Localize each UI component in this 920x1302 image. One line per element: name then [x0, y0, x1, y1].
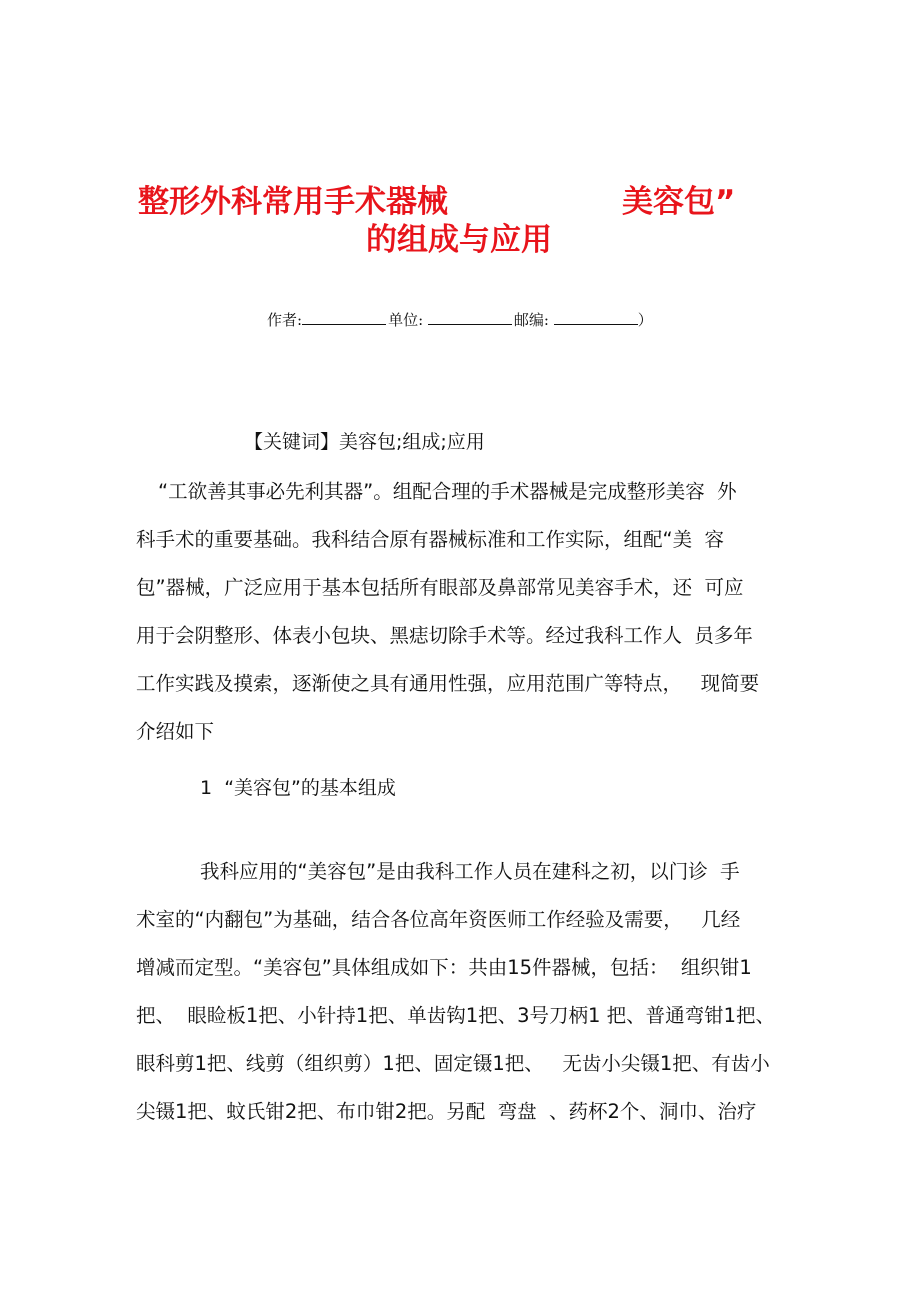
close-paren: ）	[637, 311, 653, 329]
section-line: 我科应用的“美容包”是由我科工作人员在建科之初，以门诊 手	[200, 860, 740, 883]
section-title: “美容包”的基本组成	[224, 777, 396, 799]
section-line: 尖镊1把、蚊氏钳2把、布巾钳2把。另配 弯盘 、药杯2个、洞巾、治疗	[136, 1100, 757, 1123]
unit-blank	[428, 310, 512, 325]
intro-line: 用于会阴整形、体表小包块、黑痣切除手术等。经过我科工作人 员多年	[136, 624, 753, 647]
author-label: 作者:	[267, 311, 303, 329]
intro-line: 科手术的重要基础。我科结合原有器械标准和工作实际，组配“美 容	[136, 528, 724, 551]
title-part-3: 的组成与应用	[366, 222, 552, 258]
intro-line: “工欲善其事必先利其器”。组配合理的手术器械是完成整形美容 外	[158, 480, 737, 503]
intro-line: 包”器械，广泛应用于基本包括所有眼部及鼻部常见美容手术，还 可应	[136, 576, 744, 599]
author-blank	[302, 310, 386, 325]
byline	[267, 310, 653, 330]
section-line: 术室的“内翻包”为基础，结合各位高年资医师工作经验及需要， 几经	[136, 908, 741, 931]
unit-label: 单位:	[388, 311, 424, 329]
section-line: 眼科剪1把、线剪（组织剪）1把、固定镊1把、 无齿小尖镊1把、有齿小	[136, 1052, 770, 1075]
intro-line: 介绍如下	[136, 720, 215, 743]
keywords: 【关键词】美容包;组成;应用	[244, 431, 485, 453]
intro-line: 工作实践及摸索，逐渐使之具有通用性强，应用范围广等特点， 现简要	[136, 672, 760, 695]
title-part-2: 美容包”	[622, 184, 736, 220]
postcode-label: 邮编:	[513, 311, 549, 329]
postcode-blank	[554, 310, 638, 325]
title-part-1: 整形外科常用手术器械	[138, 184, 448, 220]
section-line: 增减而定型。“美容包”具体组成如下：共由15件器械，包括： 组织钳1	[136, 956, 752, 979]
section-number: 1	[200, 777, 213, 799]
section-heading	[200, 774, 396, 802]
section-line: 把、 眼睑板1把、小针持1把、单齿钩1把、3号刀柄1 把、普通弯钳1把、	[136, 1004, 776, 1027]
